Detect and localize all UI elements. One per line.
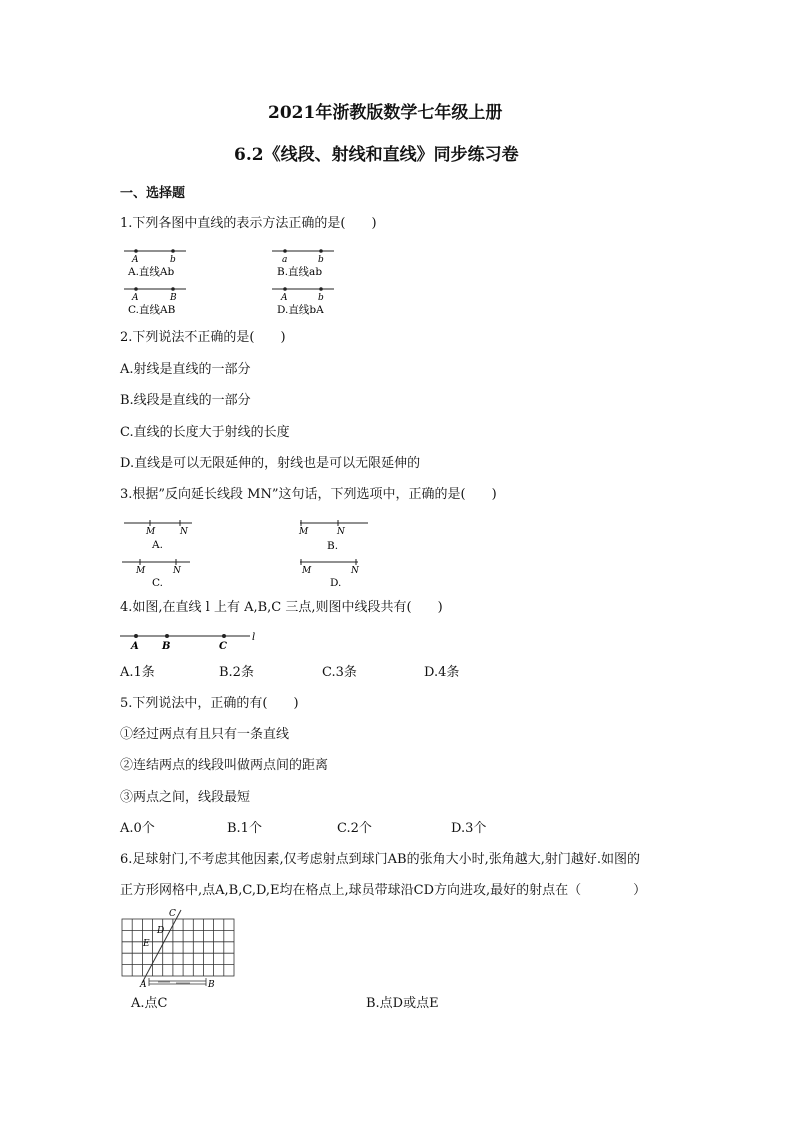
question-6-stem-line-2: 正方形网格中,点A,B,C,D,E均在格点上,球员带球沿CD方向进攻,最好的射点在（ ） xyxy=(120,883,647,898)
question-5-statement-2: ②连结两点的线段叫做两点间的距离 xyxy=(120,758,329,773)
q4-letter-b: B xyxy=(162,641,171,652)
question-2-option-c: C.直线的长度大于射线的长度 xyxy=(120,425,290,440)
question-4-stem: 4.如图,在直线 l 上有 A,B,C 三点,则图中线段共有( ) xyxy=(120,600,443,615)
q1-c-letter-2: B xyxy=(170,293,177,303)
question-5-option-d: D.3个 xyxy=(451,821,487,836)
q1-c-letter-1: A xyxy=(132,293,139,303)
question-6-grid-figure xyxy=(118,908,244,990)
question-1-figure xyxy=(118,244,348,320)
section-heading: 一、选择题 xyxy=(120,186,186,201)
q6-letter-a: A xyxy=(140,980,147,990)
question-2-option-d: D.直线是可以无限延伸的，射线也是可以无限延伸的 xyxy=(120,456,421,471)
q6-letter-d: D xyxy=(157,926,165,936)
q1-b-letter-2: b xyxy=(318,255,324,265)
q1-option-d-caption: D.直线bA xyxy=(277,304,324,316)
question-4-option-c: C.3条 xyxy=(322,665,357,680)
question-4-option-a: A.1条 xyxy=(120,665,155,680)
q4-letter-c: C xyxy=(219,641,227,652)
q3-b-letter-n: N xyxy=(337,527,345,537)
q3-d-letter-m: M xyxy=(302,566,312,576)
q3-option-c-caption: C. xyxy=(152,577,163,589)
worksheet-title: 2021年浙教版数学七年级上册 xyxy=(268,103,503,123)
q3-b-letter-m: M xyxy=(299,527,309,537)
q1-a-letter-2: b xyxy=(170,255,176,265)
q1-option-a-caption: A.直线Ab xyxy=(128,266,175,278)
worksheet-subtitle: 6.2《线段、射线和直线》同步练习卷 xyxy=(234,145,519,165)
q6-letter-b: B xyxy=(208,980,215,990)
q1-d-letter-1: A xyxy=(281,293,288,303)
q6-letter-c: C xyxy=(169,909,176,919)
question-5-statement-3: ③两点之间，线段最短 xyxy=(120,790,251,805)
q1-d-letter-2: b xyxy=(318,293,324,303)
question-2-option-b: B.线段是直线的一部分 xyxy=(120,393,251,408)
q3-d-letter-n: N xyxy=(351,566,359,576)
question-4-option-b: B.2条 xyxy=(219,665,254,680)
question-5-option-b: B.1个 xyxy=(227,821,262,836)
question-5-stem: 5.下列说法中，正确的有( ) xyxy=(120,696,299,711)
q6-letter-e: E xyxy=(143,939,150,949)
q3-option-b-caption: B. xyxy=(327,540,339,552)
q1-option-b-caption: B.直线ab xyxy=(277,266,323,278)
question-5-option-a: A.0个 xyxy=(120,821,155,836)
q3-a-letter-m: M xyxy=(146,527,156,537)
question-4-figure xyxy=(118,628,268,654)
question-2-option-a: A.射线是直线的一部分 xyxy=(120,362,251,377)
q1-b-letter-1: a xyxy=(282,255,288,265)
q3-c-letter-n: N xyxy=(173,566,181,576)
question-6-option-a: A.点C xyxy=(131,996,168,1011)
q3-a-letter-n: N xyxy=(180,527,188,537)
question-2-stem: 2.下列说法不正确的是( ) xyxy=(120,330,286,345)
question-6-option-b: B.点D或点E xyxy=(366,996,439,1011)
question-3-figure xyxy=(118,516,378,590)
q4-letter-a: A xyxy=(131,641,139,652)
question-3-stem: 3.根据”反向延长线段 MN”这句话，下列选项中，正确的是( ) xyxy=(120,487,497,502)
question-4-option-d: D.4条 xyxy=(424,665,460,680)
q1-option-c-caption: C.直线AB xyxy=(128,304,176,316)
question-6-stem-line-1: 6.足球射门,不考虑其他因素,仅考虑射点到球门AB的张角大小时,张角越大,射门越好.如图的 xyxy=(120,852,641,867)
q1-a-letter-1: A xyxy=(132,255,139,265)
q3-option-a-caption: A. xyxy=(152,539,163,551)
q3-option-d-caption: D. xyxy=(330,577,342,589)
question-5-statement-1: ①经过两点有且只有一条直线 xyxy=(120,727,290,742)
question-1-stem: 1.下列各图中直线的表示方法正确的是( ) xyxy=(120,216,377,231)
q4-letter-l: l xyxy=(252,632,256,643)
question-5-option-c: C.2个 xyxy=(337,821,372,836)
q3-c-letter-m: M xyxy=(136,566,146,576)
